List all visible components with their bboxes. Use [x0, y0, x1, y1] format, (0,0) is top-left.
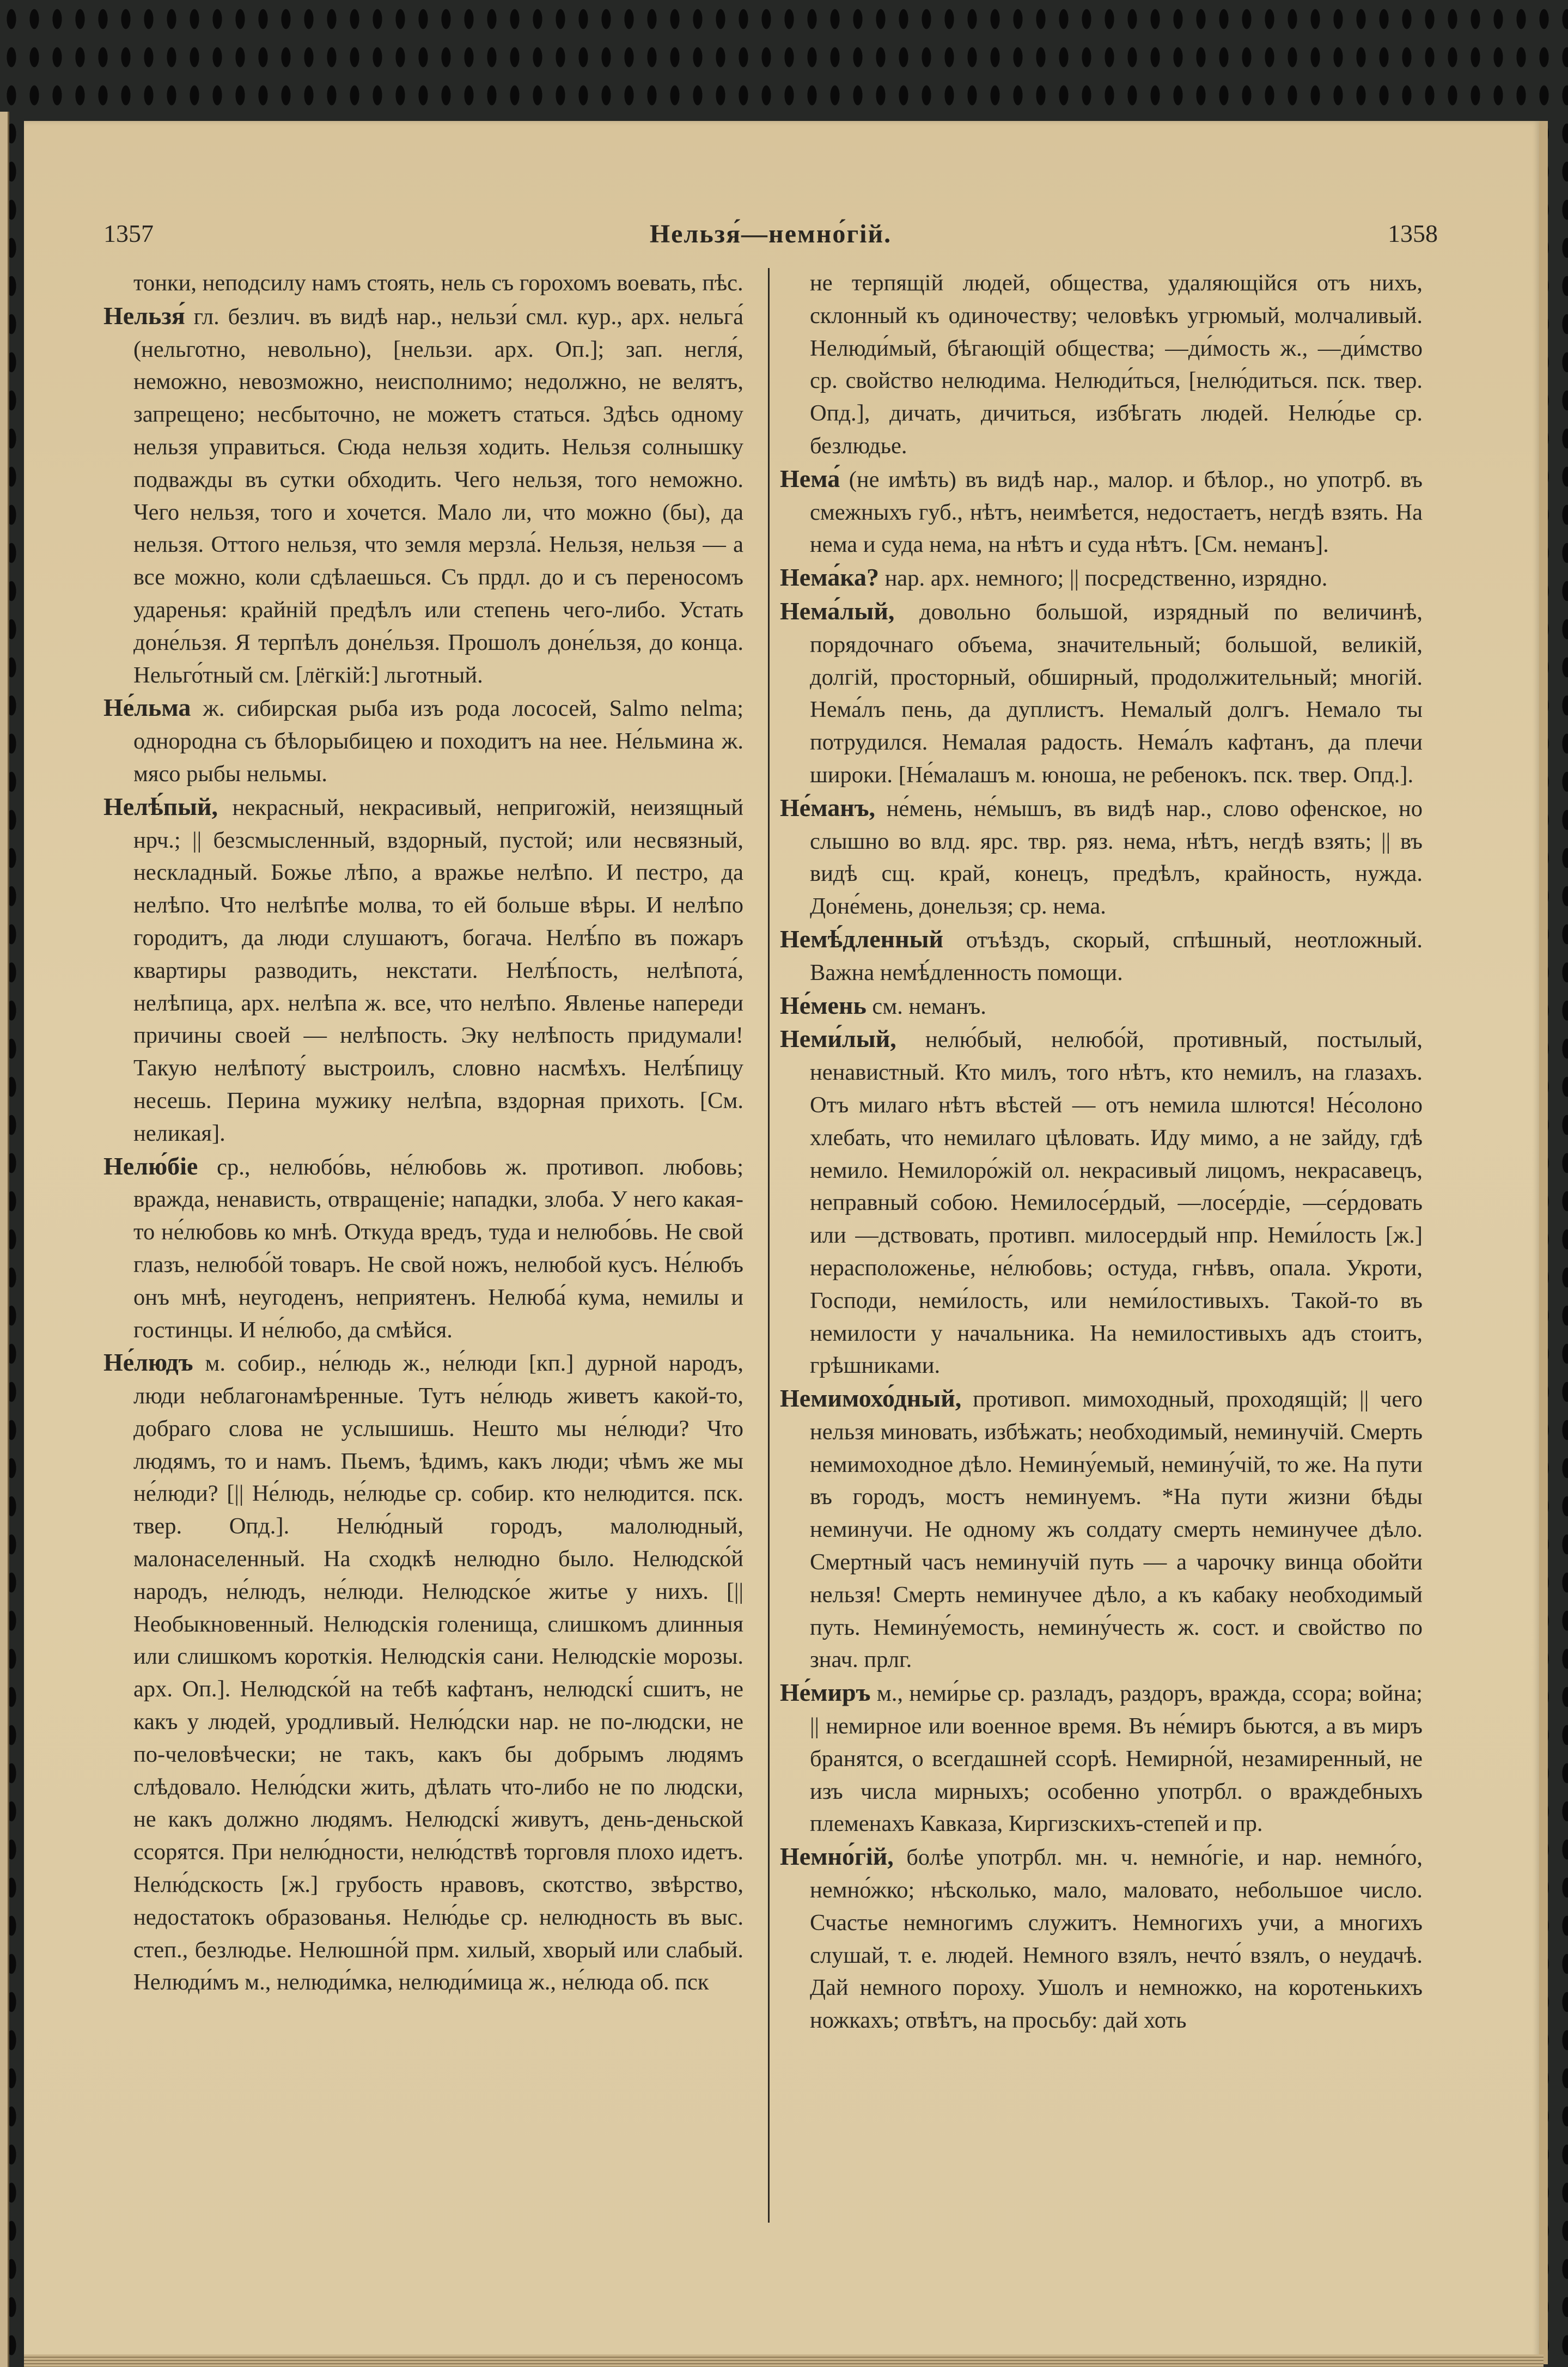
entry-text: нелю́бый, нелюбо́й, противный, постылый, ненавистный. Кто милъ, того нѣтъ, кто немилъ, на глазахъ. Отъ милаго нѣтъ вѣстей — отъ немила шлются! Не́солоно хлебать, что немилаго цѣловать. Иду мимо, а не зайду, гдѣ немило. Немилоро́жій ол. некрасивый лицомъ, некрасавецъ, неправный собою. Немилосе́рдый, —лосе́рдіе, —се́рдовать или —дствовать, противп. милосердый нпр. Неми́лость [ж.] нерасположенье, не́любовь; остуда, гнѣвъ, опала. Укроти, Господи, неми́лость, или неми́лостивыхъ. Такой-то въ немилости у начальника. На немилостивыхъ адъ стоитъ, грѣшниками.: [810, 1027, 1423, 1379]
entry-nelyud: [103, 1346, 743, 1999]
entry-nelepyi: [103, 790, 743, 1150]
headword: Не́мень: [780, 991, 867, 1019]
entry-text: некрасный, некрасивый, непригожій, неизящный нрч.; || безсмысленный, вздорный, пустой; или несвязный, нескладный. Божье лѣпо, а вражье нелѣпо. И пестро, да нелѣпо. Что нелѣпѣе молва, то ей больше вѣры. И нелѣпо городитъ, да люди слушаютъ, богача. Нелѣ́по въ пожаръ квартиры разводить, некстати. Нелѣ́пость, нелѣпота́, нелѣпица, арх. нелѣпа ж. все, что нелѣпо. Явленье напереди причины своей — нелѣпость. Эку нелѣпость придумали! Такую нелѣпоту́ выстроилъ, словно насмѣхъ. Нелѣ́пицу несешь. Перина мужику нелѣпа, вздорная прихоть. [См. неликая].: [133, 794, 744, 1146]
entry-text: гл. безлич. въ видѣ нар., нельзи́ смл. кур., арх. нельга́ (нельготно, невольно), [нельзи. арх. Оп.]; зап. негля́, неможно, невозможно, неисполнимо; недолжно, не велятъ, запрещено; несбыточно, не можетъ статься. Здѣсь одному нельзя управиться. Сюда нельзя ходить. Нельзя солнышку подважды въ сутки обходить. Чего нельзя, того неможно. Чего нельзя, того и хочется. Мало ли, что можно (бы), да нельзя. Оттого нельзя, что земля мерзла́. Нельзя, нельзя — а все можно, коли сдѣлаешься. Съ прдл. до и съ переносомъ ударенья: крайній предѣлъ или степень чего-либо. Устать доне́льзя. Я терпѣлъ доне́льзя. Прошолъ доне́льзя, до конца. Нельго́тный см. [лёгкій:] льготный.: [133, 303, 744, 688]
entry-text: отъѣздъ, скорый, спѣшный, неотложный. Важна немѣ́дленность помощи.: [810, 927, 1423, 985]
left-column: [103, 267, 743, 1999]
entry-nemen: [780, 989, 1423, 1023]
headword: Не́льма: [103, 693, 191, 722]
entry-text: не́мень, не́мышъ, въ видѣ нар., слово офенское, но слышно во влд. ярс. твр. ряз. нема, нѣтъ, негдѣ взять; || въ видѣ сщ. край, конецъ, предѣлъ, крайность, нужда. Доне́мень, донельзя; ср. нема.: [810, 795, 1423, 920]
entry-text: довольно большой, изрядный по величинѣ, порядочнаго объема, значительный; большой, великій, долгій, просторный, обширный, продолжительный; многій. Нема́лъ пень, да дуплистъ. Немалый долгъ. Немало ты потрудился. Немалая радость. Нема́лъ кафтанъ, да плечи широки. [Не́малашъ м. юноша, не ребенокъ. пск. твер. Опд.].: [810, 599, 1423, 788]
entry-nemir: [780, 1676, 1423, 1840]
entry-nemalyi: [780, 595, 1423, 792]
headword: Немимохо́дный,: [780, 1384, 962, 1413]
entry-text: (не имѣть) въ видѣ нар., малор. и бѣлор., но употрб. въ смежныхъ губ., нѣтъ, неимѣется, недостаетъ, негдѣ взять. На нема и суда нема, на нѣтъ и суда нѣтъ. [См. неманъ].: [810, 466, 1423, 558]
page-bottom-edge: [24, 2354, 1543, 2367]
right-column: [780, 267, 1423, 2037]
entry-nelzya: [103, 300, 743, 692]
headword: Не́людъ: [103, 1348, 193, 1377]
entry-continuation: [103, 267, 743, 300]
headword: Немѣ́дленный: [780, 924, 944, 953]
page-number-right: 1358: [1388, 220, 1438, 247]
headword: Не́миръ: [780, 1678, 871, 1707]
entry-text: не терпящій людей, общества, удаляющійся отъ нихъ, склонный къ одиночеству; человѣкъ угрюмый, молчаливый. Нелюди́мый, бѣгающій общества; —ди́мость ж., —ди́мство ср. свойство нелюдима. Нелюди́ться, [нелю́диться. пск. твер. Опд.], дичать, дичиться, избѣгать людей. Нелю́дье ср. безлюдье.: [810, 270, 1423, 459]
page-block-edge: [1539, 121, 1548, 2364]
entry-nemilyi: [780, 1023, 1423, 1382]
headword: Немно́гій,: [780, 1842, 894, 1871]
entry-nemnogiy: [780, 1840, 1423, 2037]
entry-text: ср., нелюбо́вь, не́любовь ж. противоп. любовь; вражда, ненависть, отвращеніе; нападки, злоба. У него какая-то не́любовь ко мнѣ. Откуда вредъ, туда и нелюбо́вь. Не свой глазъ, нелюбо́й товаръ. Не свой ножъ, нелюбой кусъ. Не́любъ онъ мнѣ, неугоденъ, неприятенъ. Нелюба́ кума, немилы и гостинцы. И не́любо, да смѣйся.: [133, 1154, 743, 1343]
entry-text: нар. арх. немного; || посредственно, изрядно.: [884, 565, 1328, 592]
column-divider: [768, 268, 770, 2223]
headword: Не́манъ,: [780, 793, 876, 822]
entry-continuation: [780, 267, 1423, 463]
entry-text: противоп. мимоходный, проходящій; || чего нельзя миновать, избѣжать; необходимый, неминучій. Смерть немимоходное дѣло. Немину́емый, немину́чій, то же. На пути въ городъ, мостъ неминуемъ. *На пути жизни бѣды неминучи. Не одному жъ солдату смерть неминучее дѣло. Смертный часъ неминучій путь — а чарочку винца обойти нельзя! Смерть неминучее дѣло, а къ кабаку необходимый путь. Немину́емость, немину́честь ж. сост. и свойство по знач. прлг.: [810, 1386, 1423, 1673]
page-header: [103, 219, 1438, 252]
headword: Нельзя́: [103, 301, 185, 330]
entry-text: см. неманъ.: [872, 993, 986, 1019]
previous-page-edge: [0, 112, 9, 2367]
entry-text: тонки, неподсилу намъ стоять, нель съ горохомъ воевать, пѣс.: [133, 270, 743, 296]
entry-nemedlennyi: [780, 923, 1423, 989]
entry-text: ж. сибирская рыба изъ рода лососей, Salmo nelma; однородна съ бѣлорыбицею и походитъ на нее. Не́льмина ж. мясо рыбы нельмы.: [133, 696, 743, 787]
entry-nelma: [103, 691, 743, 790]
entry-text: м., неми́рье ср. разладъ, раздоръ, вражда, ссора; война; || немирное или военное время. Въ не́миръ бьются, а въ миръ бранятся, о всегдашней ссорѣ. Немирно́й, незамиренный, не изъ числа мирныхъ; особенно употрбл. о враждебныхъ племенахъ Кавказа, Киргизскихъ-степей и пр.: [810, 1681, 1423, 1837]
entry-text: болѣе употрбл. мн. ч. немно́гіе, и нар. немно́го, немно́жко; нѣсколько, мало, маловато, небольшое число. Счастье немногимъ служитъ. Немногихъ учи, а многихъ слушай, т. е. людей. Немного взялъ, нечто́ взялъ, о неудачѣ. Дай немного пороху. Ушолъ и немножко, на коротенькихъ ножкахъ; отвѣтъ, на просьбу: дай хоть: [810, 1845, 1423, 2034]
entry-nemaka: [780, 561, 1423, 595]
entry-neman: [780, 792, 1423, 923]
headword: Нема́лый,: [780, 597, 895, 625]
running-title: Нельзя́—немно́гій.: [649, 220, 892, 248]
headword: Нема́ка?: [780, 563, 880, 592]
page-number-left: 1357: [103, 220, 154, 247]
entry-nema: [780, 463, 1423, 561]
headword: Нелю́біе: [103, 1152, 198, 1180]
headword: Нелѣ́пый,: [103, 792, 218, 820]
entry-text: м. собир., не́людь ж., не́люди [кп.] дурной народъ, люди неблагонамѣренные. Тутъ не́людь живетъ какой-то, добраго слова не услышишь. Нешто мы не́люди? Что людямъ, то и намъ. Пьемъ, ѣдимъ, какъ люди; чѣмъ же мы не́люди? [|| Не́людь, не́людье ср. собир. кто нелюдится. пск. твер. Опд.]. Нелю́дный городъ, малолюдный, малонаселенный. На сходкѣ нелюдно было. Нелюдско́й народъ, не́людъ, не́люди. Нелюдско́е житье у нихъ. [|| Необыкновенный. Нелюдскія голенища, слишкомъ длинныя или слишкомъ короткія. Нелюдскія сани. Нелюдскіе морозы. арх. Оп.]. Нелюдско́й на тебѣ кафтанъ, нелюдскі́ сшитъ, не какъ у людей, уродливый. Нелю́дски нар. не по-людски, не по-человѣчески; не такъ, какъ бы добрымъ людямъ слѣдовало. Нелю́дски жить, дѣлать что-либо не по людски, не какъ должно людямъ. Нелюдскі́ живутъ, день-деньской ссорятся. При нелю́дности, нелю́дствѣ торговля плохо идетъ. Нелю́дскость [ж.] грубость нравовъ, скотство, звѣрство, недостатокъ образованья. Нелю́дье ср. нелюдность въ выс. степ., безлюдье. Нелюшно́й прм. хилый, хворый или слабый. Нелюди́мъ м., нелюди́мка, нелюди́мица ж., не́люда об. пск: [133, 1350, 744, 1995]
entry-nelyubie: [103, 1150, 743, 1347]
entry-nemimohodnyi: [780, 1382, 1423, 1676]
headword: Нема́: [780, 464, 840, 492]
headword: Неми́лый,: [780, 1025, 896, 1053]
